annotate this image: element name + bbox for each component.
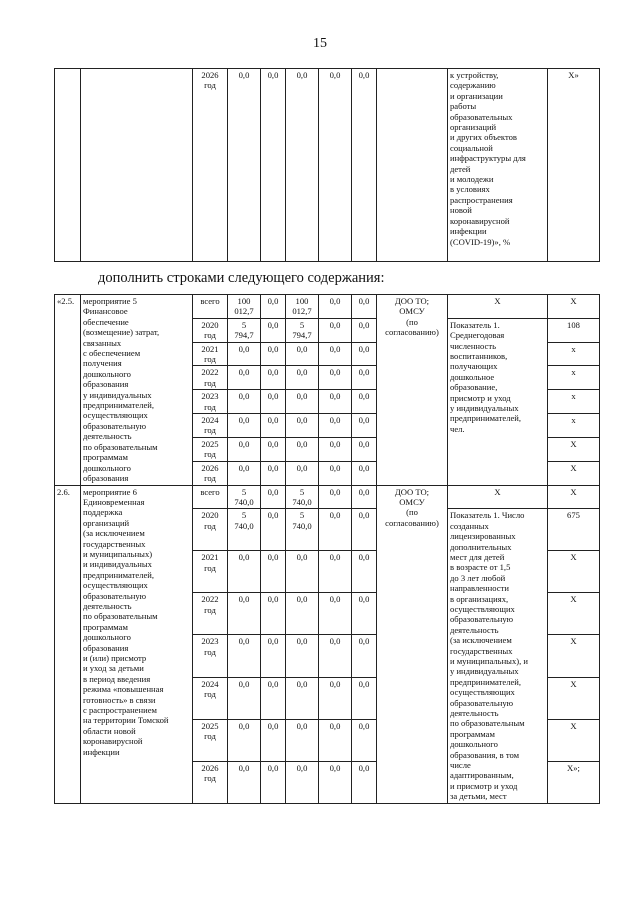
cell-loc: 0,0 [319,551,352,593]
cell-value: Х [548,719,600,761]
cell-year: 2025 год [193,719,228,761]
cell-reg: 0,0 [286,437,319,461]
cell-fed: 0,0 [261,485,286,509]
event-2-6 [55,485,600,803]
cell-loc: 0,0 [319,485,352,509]
cell-total: 0,0 [228,635,261,677]
cell-ext: 0,0 [352,342,377,366]
cell-loc: 0,0 [319,719,352,761]
cell-ext: 0,0 [352,635,377,677]
cell-ext: 0,0 [352,761,377,803]
cell-fed: 0,0 [261,366,286,390]
cell-ext: 0,0 [352,390,377,414]
cell-fed: 0,0 [261,551,286,593]
continuation-table [54,68,600,262]
cell-ext: 0,0 [352,485,377,509]
cell-reg: 0,0 [286,551,319,593]
cell-total: 0,0 [228,761,261,803]
cell-ext: 0,0 [352,366,377,390]
cell-value: Х [548,593,600,635]
cell-total: 0,0 [228,69,261,262]
cell-total: 0,0 [228,719,261,761]
cell-total: 0,0 [228,551,261,593]
cell-total: 5 740,0 [228,509,261,551]
cell-value: 108 [548,318,600,342]
cell-year: 2026 год [193,461,228,485]
cell-reg: 5 740,0 [286,509,319,551]
cell-value: Х»; [548,761,600,803]
cell-loc: 0,0 [319,318,352,342]
cell-loc: 0,0 [319,390,352,414]
cell-target: X» [548,69,600,262]
table-row [55,485,600,509]
cell-indicator: Показатель 1. Число созданных лицензированных дополнительных мест для детей в возрасте от 1,5 до 3 лет любой направленности в организациях, осуществляющих образовательную деятельность (за исключением государственных и муниципальных), и у индивидуальных предпринимателей, осуществляющих образовательную деятельность по образовательным программам дошкольного образования, в том числе адаптированным, и присмотр и уход за детьми, мест [448,509,548,803]
cell-total: 5 740,0 [228,485,261,509]
cell-reg: 0,0 [286,390,319,414]
cell-ext: 0,0 [352,677,377,719]
cell-reg: 100 012,7 [286,295,319,319]
cell-loc: 0,0 [319,761,352,803]
cell-loc: 0,0 [319,509,352,551]
cell-ext: 0,0 [352,318,377,342]
cell-fed: 0,0 [261,295,286,319]
cell-indicator-x: Х [448,295,548,319]
cell-ext: 0,0 [352,461,377,485]
cell-fed: 0,0 [261,719,286,761]
cell-ext: 0,0 [352,69,377,262]
cell-year: 2022 год [193,593,228,635]
cell-num [55,69,81,262]
cell-fed: 0,0 [261,461,286,485]
cell-year: 2020 год [193,318,228,342]
cell-reg: 0,0 [286,414,319,438]
cell-reg: 0,0 [286,366,319,390]
cell-value: Х [548,485,600,509]
cell-total: 0,0 [228,461,261,485]
cell-name [81,69,193,262]
cell-fed: 0,0 [261,761,286,803]
table-row [55,295,600,319]
cell-reg: 0,0 [286,593,319,635]
cell-loc: 0,0 [319,635,352,677]
event-2-5 [55,295,600,486]
cell-reg: 0,0 [286,761,319,803]
cell-ext: 0,0 [352,593,377,635]
cell-loc: 0,0 [319,677,352,719]
cell-value: 675 [548,509,600,551]
cell-reg: 0,0 [286,635,319,677]
cell-fed: 0,0 [261,677,286,719]
cell-total: 0,0 [228,677,261,719]
cell-reg: 0,0 [286,342,319,366]
cell-reg: 5 794,7 [286,318,319,342]
cell-name: мероприятие 6 Единовременная поддержка организаций (за исключением государственных и муниципальных) и индивидуальных предпринимателей, осуществляющих образовательную деятельность по образовательным программам дошкольного образования и (или) присмотр и уход за детьми в период введения режима «повышенная готовность» в связи с распространением на территории Томской области новой коронавирусной инфекции [81,485,193,803]
cell-ext: 0,0 [352,509,377,551]
cell-total: 5 794,7 [228,318,261,342]
cell-fed: 0,0 [261,342,286,366]
cell-year: 2024 год [193,677,228,719]
cell-year: всего [193,295,228,319]
cell-loc: 0,0 [319,69,352,262]
cell-loc: 0,0 [319,366,352,390]
cell-fed: 0,0 [261,593,286,635]
cell-num: 2.6. [55,485,81,803]
cell-fed: 0,0 [261,318,286,342]
cell-fed: 0,0 [261,437,286,461]
cell-value: х [548,366,600,390]
cell-total: 0,0 [228,437,261,461]
cell-year: 2020 год [193,509,228,551]
cell-total: 0,0 [228,342,261,366]
cell-year: 2021 год [193,342,228,366]
cell-indicator: Показатель 1. Среднегодовая численность воспитанников, получающих дошкольное образование, присмотр и уход у индивидуальных предпринимателей, чел. [448,318,548,485]
cell-num: «2.5. [55,295,81,486]
cell-total: 100 012,7 [228,295,261,319]
cell-value: Х [548,551,600,593]
cell-reg: 0,0 [286,461,319,485]
cell-name: мероприятие 5 Финансовое обеспечение (возмещение) затрат, связанных с обеспечением получения дошкольного образования у индивидуальных предпринимателей, осуществляющих образовательную деятельность по образовательным программам дошкольного образования [81,295,193,486]
cell-value: Х [548,295,600,319]
cell-total: 0,0 [228,366,261,390]
cell-year: 2025 год [193,437,228,461]
cell-value: х [548,390,600,414]
cell-loc: 0,0 [319,342,352,366]
cell-fed: 0,0 [261,414,286,438]
cell-ext: 0,0 [352,551,377,593]
cell-ext: 0,0 [352,414,377,438]
cell-reg: 0,0 [286,677,319,719]
cell-ext: 0,0 [352,295,377,319]
cell-year: 2023 год [193,635,228,677]
cell-reg: 0,0 [286,69,319,262]
cell-loc: 0,0 [319,593,352,635]
events-table [54,294,600,804]
cell-ext: 0,0 [352,719,377,761]
cell-total: 0,0 [228,593,261,635]
cell-loc: 0,0 [319,461,352,485]
cell-value: х [548,342,600,366]
cell-year: 2024 год [193,414,228,438]
cell-fed: 0,0 [261,509,286,551]
cell-loc: 0,0 [319,437,352,461]
cell-fed: 0,0 [261,390,286,414]
cell-loc: 0,0 [319,414,352,438]
cell-year: 2022 год [193,366,228,390]
cell-indicator: к устройству, содержанию и организации работы образовательных организаций и других объектов социальной инфраструктуры для детей и молодежи в условиях распространения новой коронавирусной инфекции (COVID-19)», % [448,69,548,262]
cell-indicator-x: Х [448,485,548,509]
cell-executor [377,69,448,262]
cell-executor: ДОО ТО; ОМСУ (по согласованию) [377,295,448,486]
cell-year: 2023 год [193,390,228,414]
cell-value: Х [548,461,600,485]
cell-fed: 0,0 [261,69,286,262]
addition-text: дополнить строками следующего содержания: [98,270,385,286]
cell-value: х [548,414,600,438]
cell-value: Х [548,635,600,677]
cell-total: 0,0 [228,414,261,438]
cell-year: 2026 год [193,69,228,262]
page-number: 15 [313,36,327,51]
cell-fed: 0,0 [261,635,286,677]
cell-year: 2021 год [193,551,228,593]
cell-loc: 0,0 [319,295,352,319]
cell-value: Х [548,437,600,461]
cell-reg: 5 740,0 [286,485,319,509]
cell-year: 2026 год [193,761,228,803]
cell-ext: 0,0 [352,437,377,461]
table-row [55,69,600,262]
cell-total: 0,0 [228,390,261,414]
cell-year: всего [193,485,228,509]
cell-executor: ДОО ТО; ОМСУ (по согласованию) [377,485,448,803]
cell-value: Х [548,677,600,719]
cell-reg: 0,0 [286,719,319,761]
